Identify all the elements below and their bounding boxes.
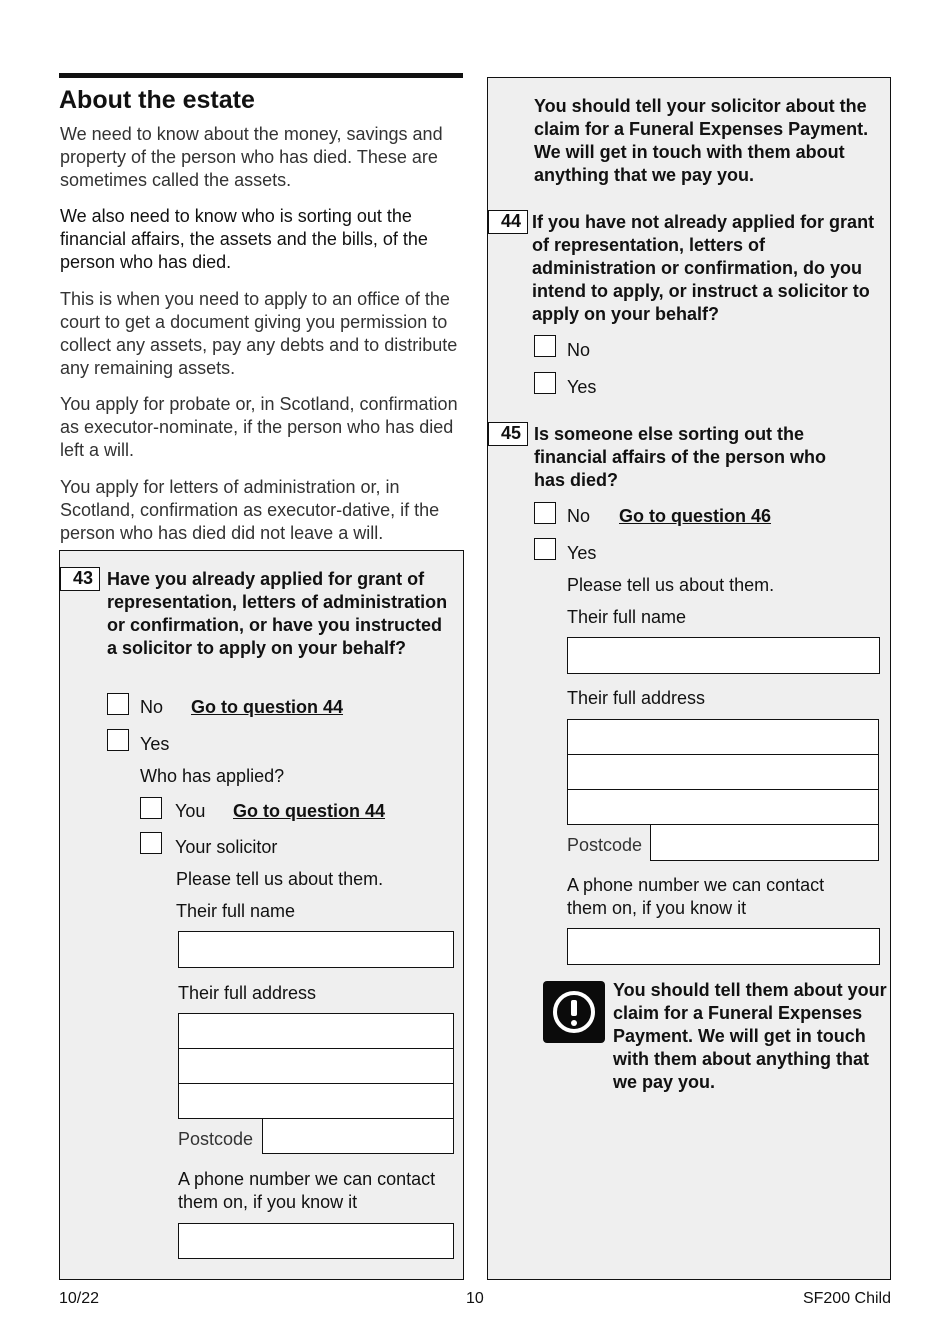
q43-you-label: You <box>175 801 206 821</box>
q43-address-line-2-input[interactable] <box>178 1048 454 1083</box>
q43-postcode-input[interactable] <box>262 1118 454 1154</box>
question-43-number: 43 <box>60 567 100 591</box>
q45-address-line-2-input[interactable] <box>567 754 879 789</box>
footer-date: 10/22 <box>59 1290 100 1307</box>
q45-postcode-input[interactable] <box>650 824 879 861</box>
q43-phone-input[interactable] <box>178 1223 454 1259</box>
q45-postcode-label: Postcode <box>567 835 643 855</box>
q45-no-label: No <box>567 506 591 526</box>
q45-phone-label: A phone number we can contact them on, if you know it <box>567 875 825 918</box>
question-45-number: 45 <box>488 422 528 446</box>
q43-yes-label: Yes <box>140 734 170 754</box>
q45-yes-checkbox[interactable] <box>534 538 556 560</box>
q43-no-goto-link[interactable]: Go to question 44 <box>191 697 344 717</box>
q44-yes-label: Yes <box>567 377 597 397</box>
question-44-number: 44 <box>488 210 528 234</box>
q43-solicitor-label: Your solicitor <box>175 837 278 857</box>
q43-no-label: No <box>140 697 164 717</box>
intro-paragraph-5: You apply for letters of administration or, in Scotland, confirmation as executor-dative, if the person who has died did not leave a will. <box>60 477 440 543</box>
footer-page-number: 10 <box>466 1290 484 1307</box>
q43-you-goto-link[interactable]: Go to question 44 <box>233 801 386 821</box>
question-43-text: Have you already applied for grant of representation, letters of administration or confirmation, or have you instructed a solicitor to apply on your behalf? <box>107 569 448 658</box>
q43-address-line-3-input[interactable] <box>178 1083 454 1119</box>
q43-full-name-input[interactable] <box>178 931 454 968</box>
q44-no-checkbox[interactable] <box>534 335 556 357</box>
q45-alert-text: You should tell them about your claim for a Funeral Expenses Payment. We will get in touch with them about anything that we pay you. <box>613 980 887 1092</box>
q44-no-label: No <box>567 340 591 360</box>
q45-full-name-label: Their full name <box>567 607 687 627</box>
q45-no-checkbox[interactable] <box>534 502 556 524</box>
q45-no-goto-link[interactable]: Go to question 46 <box>619 506 772 526</box>
intro-paragraph-1: We need to know about the money, savings and property of the person who has died. These are sometimes called the assets. <box>60 124 443 190</box>
solicitor-notice: You should tell your solicitor about the claim for a Funeral Expenses Payment. We will get in touch with them about anything that we pay you. <box>534 96 869 185</box>
q43-no-checkbox[interactable] <box>107 693 129 715</box>
q45-phone-input[interactable] <box>567 928 880 965</box>
intro-paragraph-3: This is when you need to apply to an office of the court to get a document giving you permission to collect any assets, pay any debts and to distribute any remaining assets. <box>60 289 458 378</box>
section-top-rule <box>59 73 463 78</box>
q45-address-line-1-input[interactable] <box>567 719 879 754</box>
exclamation-icon <box>543 981 605 1043</box>
q43-postcode-label: Postcode <box>178 1129 254 1149</box>
q43-address-line-1-input[interactable] <box>178 1013 454 1048</box>
q43-yes-checkbox[interactable] <box>107 729 129 751</box>
section-title: About the estate <box>59 86 255 114</box>
q44-yes-checkbox[interactable] <box>534 372 556 394</box>
q45-address-line-3-input[interactable] <box>567 789 879 825</box>
q45-full-address-label: Their full address <box>567 688 706 708</box>
q45-tell-us-label: Please tell us about them. <box>567 575 775 595</box>
intro-paragraph-4: You apply for probate or, in Scotland, confirmation as executor-nominate, if the person who has died left a will. <box>60 394 458 460</box>
question-44-text: If you have not already applied for grant of representation, letters of administration or confirmation, do you intend to apply, or instruct a solicitor to apply on your behalf? <box>532 212 875 324</box>
q43-tell-us-label: Please tell us about them. <box>176 869 384 889</box>
q45-yes-label: Yes <box>567 543 597 563</box>
footer-form-code: SF200 Child <box>802 1290 891 1307</box>
q43-full-name-label: Their full name <box>176 901 296 921</box>
intro-paragraph-2: We also need to know who is sorting out the financial affairs, the assets and the bills, of the person who has died. <box>60 206 428 272</box>
question-45-text: Is someone else sorting out the financial affairs of the person who has died? <box>534 424 827 490</box>
q45-full-name-input[interactable] <box>567 637 880 674</box>
q43-full-address-label: Their full address <box>178 983 317 1003</box>
q43-you-checkbox[interactable] <box>140 797 162 819</box>
q43-solicitor-checkbox[interactable] <box>140 832 162 854</box>
q43-who-applied-label: Who has applied? <box>140 766 285 786</box>
q43-phone-label: A phone number we can contact them on, if you know it <box>178 1169 436 1212</box>
